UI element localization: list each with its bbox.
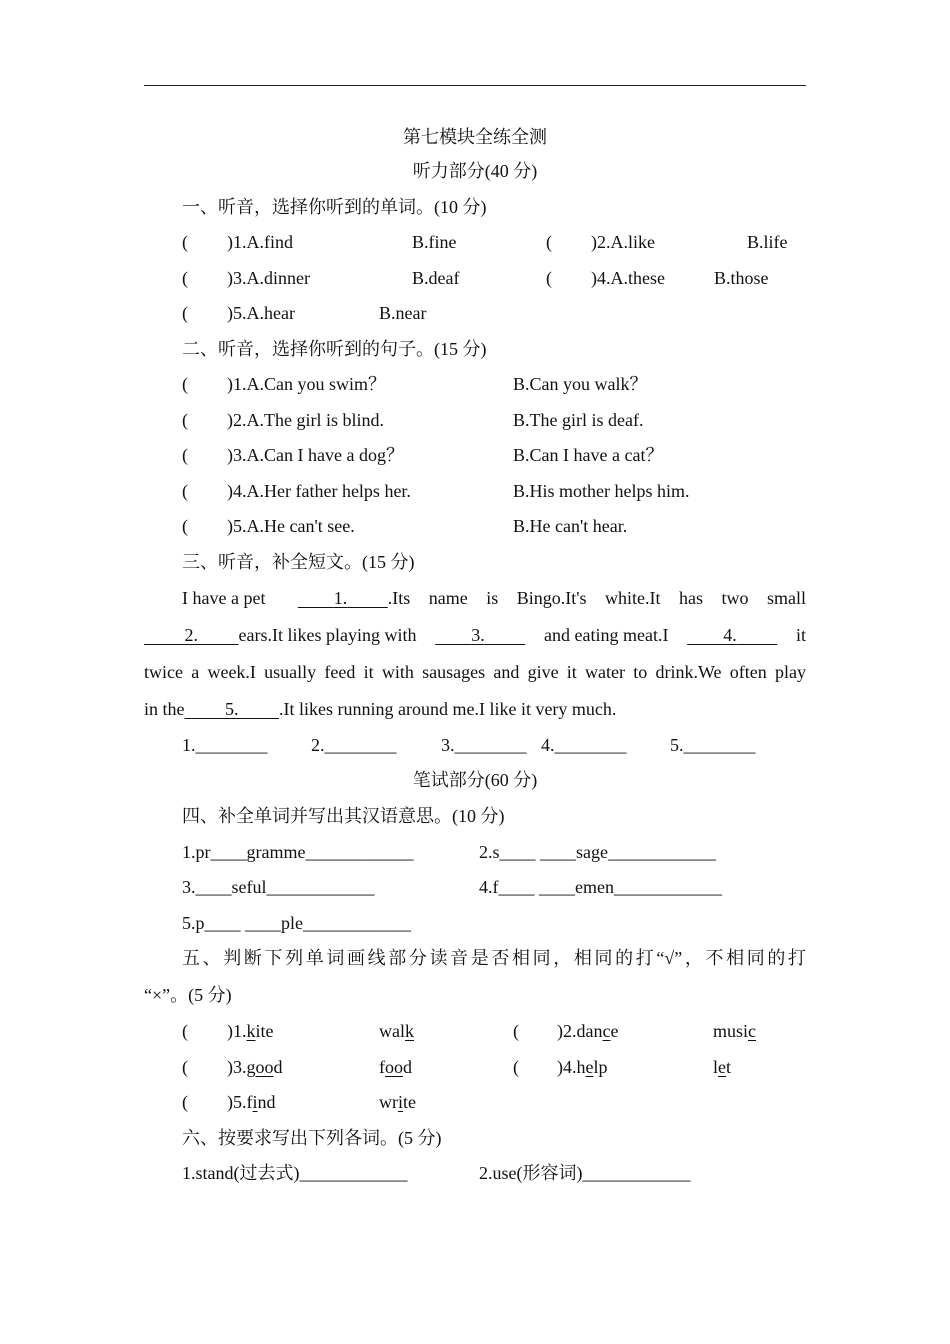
passage-text: it: [795, 625, 806, 645]
section4-heading: 四、补全单词并写出其汉语意思。(10 分): [182, 806, 505, 826]
s5-q2-word1: )2.dance: [557, 1021, 619, 1041]
passage-text: I have a pet: [182, 588, 266, 608]
s5-q1-word2: walk: [379, 1021, 414, 1041]
s2-q5-paren[interactable]: (: [182, 516, 188, 536]
answer-line-1[interactable]: 1.________: [182, 735, 268, 755]
s1-q5-paren[interactable]: (: [182, 303, 188, 323]
passage-text: .It likes running around me.I like it very much.: [279, 699, 617, 719]
s2-q5-option-b: B.He can't hear.: [513, 516, 628, 536]
s1-q2-option-a: )2.A.like: [591, 232, 655, 252]
s2-q3-option-b: B.Can I have a cat？: [513, 445, 664, 465]
answer-line-2[interactable]: 2.________: [311, 735, 397, 755]
s2-q4-option-b: B.His mother helps him.: [513, 481, 690, 501]
s2-q3-option-a: )3.A.Can I have a dog？: [227, 445, 404, 465]
s5-q3-word2: food: [379, 1057, 412, 1077]
s5-q5-word1: )5.find: [227, 1092, 276, 1112]
s1-q3-option-a: )3.A.dinner: [227, 268, 310, 288]
s1-q4-option-a: )4.A.these: [591, 268, 665, 288]
s2-q4-option-a: )4.A.Her father helps her.: [227, 481, 411, 501]
passage-line-4: [144, 698, 616, 720]
s4-item-5[interactable]: 5.p____ ____ple____________: [182, 913, 411, 933]
passage-text: and eating meat.I: [544, 625, 669, 645]
s2-q1-option-b: B.Can you walk？: [513, 374, 648, 394]
passage-line-1: [182, 587, 806, 609]
passage-text: ears.It likes playing with: [238, 625, 417, 645]
s1-q4-option-b: B.those: [714, 268, 769, 288]
s1-q2-paren[interactable]: (: [546, 232, 552, 252]
passage-line-2: [144, 624, 806, 646]
s2-q3-paren[interactable]: (: [182, 445, 188, 465]
s2-q5-option-a: )5.A.He can't see.: [227, 516, 355, 536]
s1-q1-paren[interactable]: (: [182, 232, 188, 252]
s1-q5-option-b: B.near: [379, 303, 427, 323]
passage-text: in the: [144, 699, 185, 719]
s5-q4-word2: let: [713, 1057, 732, 1077]
s1-q4-paren[interactable]: (: [546, 268, 552, 288]
passage-line-3: twice a week.I usually feed it with sausages and give it water to drink.We often play: [144, 662, 806, 682]
blank-2[interactable]: 2.: [184, 625, 198, 645]
blank-1[interactable]: 1.: [333, 588, 348, 608]
s5-q4-paren[interactable]: (: [513, 1057, 519, 1077]
s2-q2-paren[interactable]: (: [182, 410, 188, 430]
s5-q2-paren[interactable]: (: [513, 1021, 519, 1041]
s1-q5-option-a: )5.A.hear: [227, 303, 295, 323]
s2-q4-paren[interactable]: (: [182, 481, 188, 501]
section6-heading: 六、按要求写出下列各词。(5 分): [182, 1128, 442, 1148]
s4-item-3[interactable]: 3.____seful____________: [182, 877, 375, 897]
blank-4[interactable]: 4.: [723, 625, 737, 645]
s1-q2-option-b: B.life: [747, 232, 788, 252]
s1-q1-option-a: )1.A.find: [227, 232, 293, 252]
answer-line-5[interactable]: 5.________: [670, 735, 756, 755]
top-rule: [144, 85, 806, 86]
s6-item-2[interactable]: 2.use(形容词)____________: [479, 1163, 691, 1183]
s2-q1-paren[interactable]: (: [182, 374, 188, 394]
s2-q2-option-a: )2.A.The girl is blind.: [227, 410, 384, 430]
section2-heading: 二、听音，选择你听到的句子。(15 分): [182, 339, 487, 359]
section5-heading: 五、判断下列单词画线部分读音是否相同，相同的打“√”，不相同的打: [182, 948, 806, 968]
s5-q3-word1: )3.good: [227, 1057, 283, 1077]
s5-q2-word2: music: [713, 1021, 757, 1041]
section3-heading: 三、听音，补全短文。(15 分): [182, 552, 415, 572]
listening-part-title: 听力部分(40 分): [412, 161, 538, 181]
s4-item-2[interactable]: 2.s____ ____sage____________: [479, 842, 716, 862]
s1-q3-option-b: B.deaf: [412, 268, 460, 288]
s2-q2-option-b: B.The girl is deaf.: [513, 410, 644, 430]
s4-item-4[interactable]: 4.f____ ____emen____________: [479, 877, 722, 897]
answer-line-4[interactable]: 4.________: [541, 735, 627, 755]
blank-3[interactable]: 3.: [471, 625, 485, 645]
page-title: 第七模块全练全测: [403, 127, 547, 147]
s5-q5-paren[interactable]: (: [182, 1092, 188, 1112]
s5-q1-word1: )1.kite: [227, 1021, 274, 1041]
answer-line-3[interactable]: 3.________: [441, 735, 527, 755]
s1-q3-paren[interactable]: (: [182, 268, 188, 288]
section5-heading-cont: “×”。(5 分): [144, 985, 232, 1005]
s5-q1-paren[interactable]: (: [182, 1021, 188, 1041]
s4-item-1[interactable]: 1.pr____gramme____________: [182, 842, 414, 862]
s5-q3-paren[interactable]: (: [182, 1057, 188, 1077]
section1-heading: 一、听音，选择你听到的单词。(10 分): [182, 197, 487, 217]
written-part-title: 笔试部分(60 分): [412, 770, 538, 790]
s6-item-1[interactable]: 1.stand(过去式)____________: [182, 1163, 408, 1183]
blank-5[interactable]: 5.: [225, 699, 239, 719]
s2-q1-option-a: )1.A.Can you swim？: [227, 374, 386, 394]
passage-text: .Its name is Bingo.It's white.It has two small: [387, 588, 806, 608]
s5-q4-word1: )4.help: [557, 1057, 608, 1077]
s5-q5-word2: write: [379, 1092, 417, 1112]
s1-q1-option-b: B.fine: [412, 232, 457, 252]
